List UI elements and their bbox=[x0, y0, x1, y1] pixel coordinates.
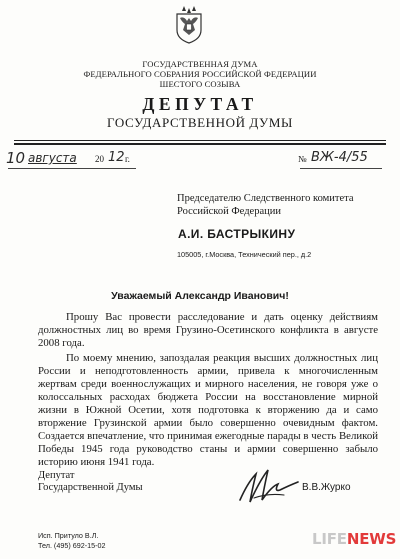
signer-position-line-2: Государственной Думы bbox=[38, 482, 143, 493]
number-underline bbox=[300, 168, 382, 169]
signer-position-line-1: Депутат bbox=[38, 470, 75, 481]
signer-name: В.В.Журко bbox=[302, 482, 351, 493]
letterhead-line-1: ГОСУДАРСТВЕННАЯ ДУМА bbox=[142, 59, 258, 69]
letterhead-line-3: ШЕСТОГО СОЗЫВА bbox=[159, 79, 241, 89]
letterhead-line-2: ФЕДЕРАЛЬНОГО СОБРАНИЯ РОССИЙСКОЙ ФЕДЕРАЦИИ bbox=[83, 69, 317, 79]
date-day: 10 bbox=[6, 149, 26, 167]
recipient-name: А.И. БАСТРЫКИНУ bbox=[178, 227, 296, 241]
date-year-suffix: 12 bbox=[108, 150, 125, 165]
recipient-line-2: Российской Федерации bbox=[177, 206, 281, 217]
number-sign: № bbox=[298, 154, 307, 164]
executor-phone: Тел. (495) 692-15-02 bbox=[38, 541, 106, 550]
date-month: августа bbox=[28, 151, 77, 165]
handwritten-signature bbox=[234, 460, 304, 508]
letterhead-subtitle: ГОСУДАРСТВЕННОЙ ДУМЫ bbox=[107, 115, 293, 130]
executor-name: Исп. Притуло В.Л. bbox=[38, 531, 99, 540]
salutation: Уважаемый Александр Иванович! bbox=[111, 290, 289, 302]
russian-coat-of-arms-icon bbox=[174, 4, 204, 44]
watermark-part-life: LIFE bbox=[312, 530, 347, 548]
lifenews-watermark-logo bbox=[312, 530, 396, 548]
body-paragraph-2: По моему мнению, запоздалая реакция высших должностных лиц России и неподготовленность армии, привела к многочисленным жертвам среди военнослужащих и мирного населения, не говоря уже о колоссальных расходах бюджета России на восстановление мирной жизни в Южной Осетии, хотя подготовка к вторжению да и само вторжение Грузинской армии было совершенно очевидным фактом. Создается впечатление, что принимая ежегодные парады в честь Великой Победы 1945 года руководство станы и армии совершенно забыло историю июня 1941 года. bbox=[38, 352, 378, 468]
letterhead-rule-thick bbox=[14, 143, 386, 145]
date-suffix: г. bbox=[125, 154, 130, 164]
recipient-line-1: Председателю Следственного комитета bbox=[177, 193, 354, 204]
date-underline bbox=[8, 168, 136, 169]
letterhead-title: ДЕПУТАТ bbox=[142, 94, 258, 114]
letterhead-rule-thin bbox=[14, 140, 386, 141]
body-paragraph-1: Прошу Вас провести расследование и дать оценку действиям должностных лиц во время Грузино-Осетинского конфликта в августе 2008 года. bbox=[38, 311, 378, 349]
outgoing-number: ВЖ-4/55 bbox=[311, 150, 368, 165]
date-year-prefix: 20 bbox=[95, 154, 104, 164]
recipient-address: 105005, г.Москва, Технический пер., д.2 bbox=[177, 250, 312, 259]
watermark-part-news: NEWS bbox=[346, 530, 397, 548]
